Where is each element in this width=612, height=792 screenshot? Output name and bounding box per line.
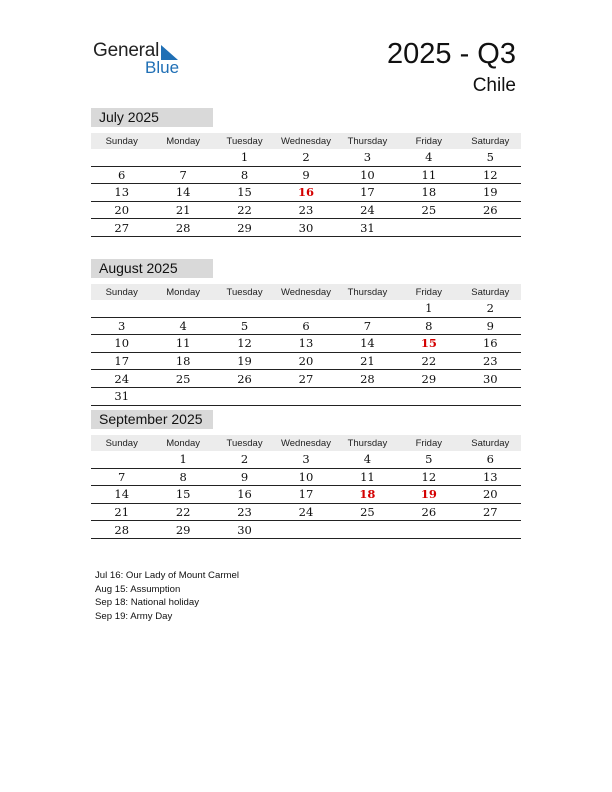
day-cell: 30 [214,521,275,539]
day-cell: 26 [214,370,275,388]
generalblue-logo [93,40,193,80]
day-cell [214,387,275,405]
day-cell: 5 [214,317,275,335]
week-row [91,300,521,317]
holiday-notes [95,569,239,623]
day-cell: 27 [275,370,336,388]
day-cell: 2 [214,451,275,468]
logo-blue-text: Blue [145,58,180,77]
day-cell [337,387,398,405]
weekday-header: Friday [398,133,459,149]
day-cell: 7 [91,468,152,486]
day-cell [91,300,152,317]
day-cell: 31 [337,219,398,237]
day-cell: 30 [460,370,521,388]
day-cell: 2 [275,149,336,166]
day-cell: 25 [398,201,459,219]
day-cell: 30 [275,219,336,237]
day-cell: 20 [91,201,152,219]
holiday-note: Sep 18: National holiday [95,597,200,609]
day-cell: 15 [398,335,459,353]
day-cell: 11 [337,468,398,486]
day-cell: 7 [337,317,398,335]
day-cell: 13 [91,184,152,202]
day-cell: 16 [214,486,275,504]
day-cell: 21 [337,352,398,370]
day-cell: 9 [460,317,521,335]
day-cell [214,300,275,317]
weekday-header: Saturday [460,133,521,149]
weekday-header: Friday [398,435,459,451]
day-cell: 6 [460,451,521,468]
day-cell [91,451,152,468]
holiday-note: Jul 16: Our Lady of Mount Carmel [95,570,239,581]
day-cell: 23 [214,503,275,521]
day-cell: 1 [398,300,459,317]
weekday-header: Saturday [460,284,521,300]
day-cell [152,300,213,317]
day-cell: 13 [275,335,336,353]
day-cell [91,149,152,166]
weekday-header: Monday [152,133,213,149]
day-cell: 22 [152,503,213,521]
day-cell: 10 [275,468,336,486]
day-cell [337,521,398,539]
day-cell: 11 [398,166,459,184]
weekday-header: Monday [152,284,213,300]
calendar-table [91,435,521,539]
day-cell: 16 [460,335,521,353]
day-cell: 19 [460,184,521,202]
week-row [91,184,521,202]
day-cell: 28 [337,370,398,388]
weekday-header: Tuesday [214,133,275,149]
week-row [91,468,521,486]
day-cell: 24 [275,503,336,521]
day-cell: 29 [214,219,275,237]
day-cell: 22 [398,352,459,370]
week-row [91,521,521,539]
day-cell [398,387,459,405]
month-label: July 2025 [91,108,213,127]
week-row [91,166,521,184]
week-row [91,503,521,521]
day-cell: 22 [214,201,275,219]
day-cell: 17 [275,486,336,504]
weekday-header: Wednesday [275,133,336,149]
day-cell: 8 [398,317,459,335]
day-cell: 17 [337,184,398,202]
day-cell: 1 [214,149,275,166]
day-cell: 26 [398,503,459,521]
day-cell: 12 [460,166,521,184]
day-cell: 4 [152,317,213,335]
holiday-note: Sep 19: Army Day [95,610,173,622]
day-cell: 9 [275,166,336,184]
day-cell [152,149,213,166]
day-cell: 14 [91,486,152,504]
day-cell: 18 [337,486,398,504]
day-cell: 11 [152,335,213,353]
day-cell: 15 [152,486,213,504]
week-row [91,201,521,219]
weekday-header: Wednesday [275,435,336,451]
day-cell: 3 [275,451,336,468]
day-cell [460,521,521,539]
month-september [91,410,521,539]
page-title: 2025 - Q3 [387,38,516,70]
day-cell: 19 [214,352,275,370]
day-cell [152,387,213,405]
day-cell: 26 [460,201,521,219]
day-cell: 7 [152,166,213,184]
month-label: September 2025 [91,410,213,429]
month-august [91,259,521,406]
weekday-header-row [91,435,521,451]
day-cell: 23 [460,352,521,370]
day-cell: 12 [214,335,275,353]
day-cell: 4 [337,451,398,468]
day-cell: 5 [460,149,521,166]
day-cell: 29 [398,370,459,388]
day-cell: 10 [337,166,398,184]
day-cell [275,521,336,539]
weekday-header: Wednesday [275,284,336,300]
day-cell: 5 [398,451,459,468]
week-row [91,451,521,468]
day-cell: 25 [337,503,398,521]
week-row [91,317,521,335]
weekday-header: Thursday [337,133,398,149]
logo-general-text: General [93,40,160,61]
day-cell: 17 [91,352,152,370]
weekday-header: Friday [398,284,459,300]
day-cell: 12 [398,468,459,486]
day-cell: 19 [398,486,459,504]
weekday-header: Sunday [91,435,152,451]
weekday-header: Monday [152,435,213,451]
holiday-note: Aug 15: Assumption [95,583,181,595]
weekday-header-row [91,133,521,149]
week-row [91,352,521,370]
calendar-table [91,284,521,406]
day-cell: 18 [152,352,213,370]
day-cell: 21 [91,503,152,521]
day-cell: 8 [214,166,275,184]
day-cell: 29 [152,521,213,539]
weekday-header-row [91,284,521,300]
month-label: August 2025 [91,259,213,278]
week-row [91,335,521,353]
country-label: Chile [472,75,516,96]
week-row [91,486,521,504]
day-cell: 28 [152,219,213,237]
week-row [91,370,521,388]
day-cell: 3 [91,317,152,335]
day-cell: 10 [91,335,152,353]
day-cell: 14 [152,184,213,202]
weekday-header: Thursday [337,284,398,300]
day-cell [337,300,398,317]
day-cell: 8 [152,468,213,486]
day-cell: 24 [337,201,398,219]
weekday-header: Saturday [460,435,521,451]
day-cell [275,387,336,405]
day-cell [398,521,459,539]
weekday-header: Tuesday [214,435,275,451]
day-cell: 28 [91,521,152,539]
month-july [91,108,521,237]
day-cell: 6 [91,166,152,184]
day-cell: 27 [460,503,521,521]
weekday-header: Sunday [91,284,152,300]
day-cell: 27 [91,219,152,237]
day-cell: 31 [91,387,152,405]
day-cell: 20 [460,486,521,504]
day-cell: 6 [275,317,336,335]
day-cell: 16 [275,184,336,202]
day-cell: 25 [152,370,213,388]
day-cell: 1 [152,451,213,468]
day-cell: 4 [398,149,459,166]
day-cell: 3 [337,149,398,166]
day-cell: 23 [275,201,336,219]
day-cell: 21 [152,201,213,219]
weekday-header: Tuesday [214,284,275,300]
day-cell: 2 [460,300,521,317]
day-cell: 18 [398,184,459,202]
day-cell: 24 [91,370,152,388]
week-row [91,387,521,405]
day-cell [275,300,336,317]
day-cell: 15 [214,184,275,202]
day-cell [460,219,521,237]
weekday-header: Sunday [91,133,152,149]
day-cell [398,219,459,237]
week-row [91,219,521,237]
day-cell: 9 [214,468,275,486]
day-cell [460,387,521,405]
day-cell: 20 [275,352,336,370]
day-cell: 14 [337,335,398,353]
weekday-header: Thursday [337,435,398,451]
week-row [91,149,521,166]
day-cell: 13 [460,468,521,486]
calendar-table [91,133,521,237]
